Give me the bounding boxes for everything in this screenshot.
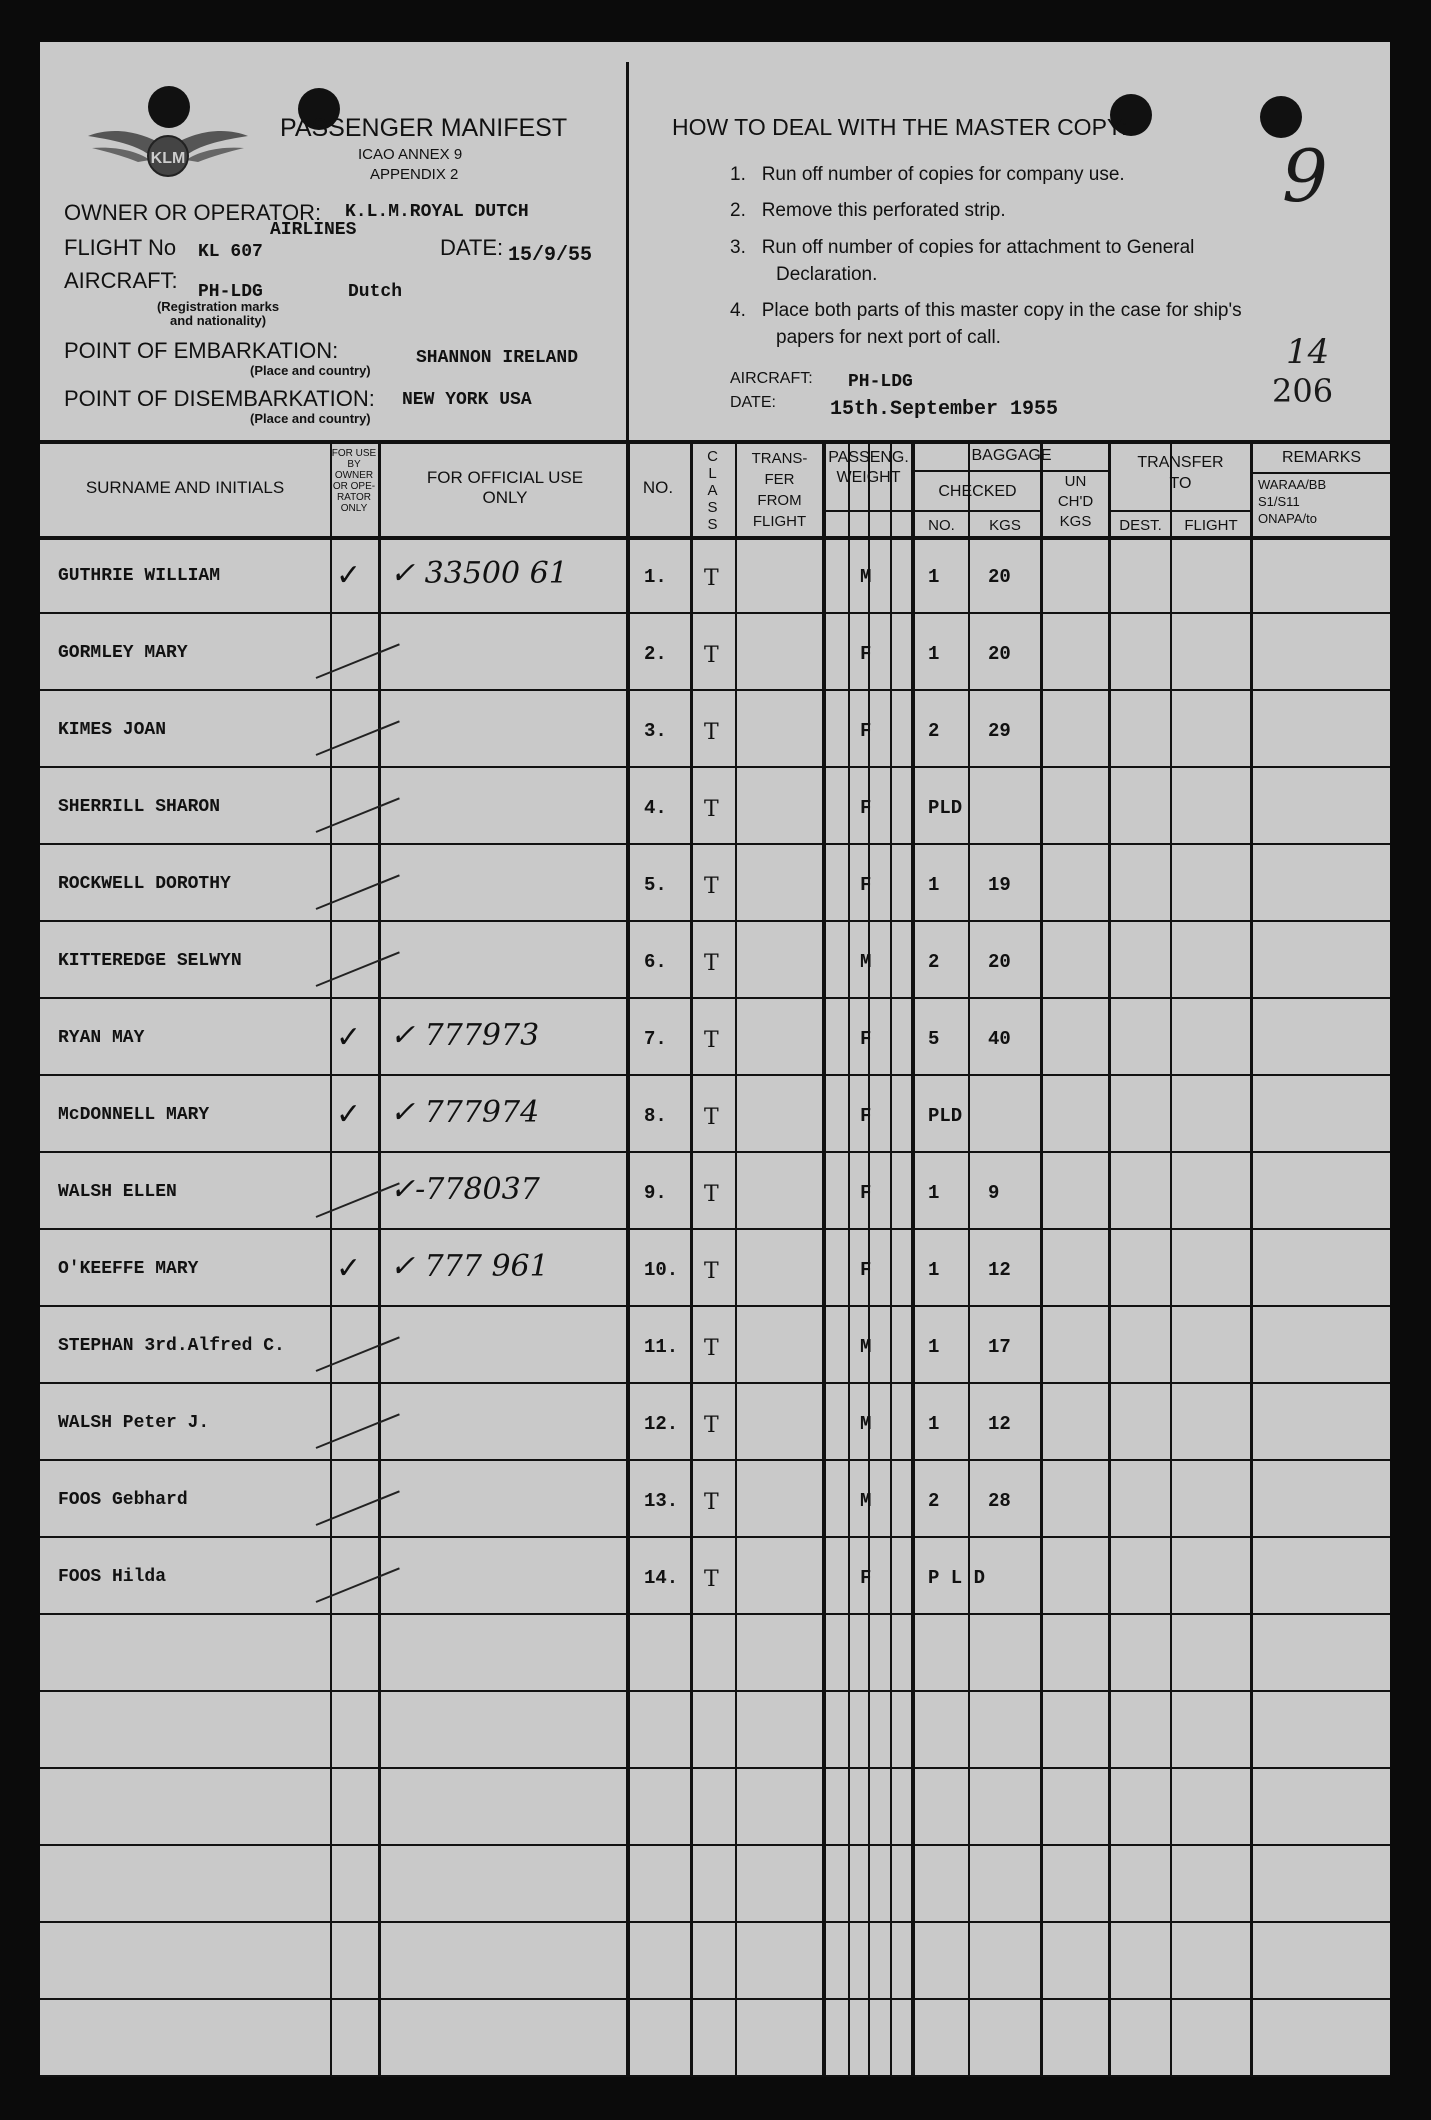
row-rule — [40, 1305, 1390, 1307]
table-row — [40, 556, 1390, 606]
cell-name: WALSH Peter J. — [58, 1413, 210, 1433]
pen-stroke — [316, 874, 400, 910]
row-rule — [40, 1998, 1390, 2000]
cell-no: 12. — [644, 1413, 679, 1435]
cell-sex: F — [860, 720, 872, 742]
disembarkation-place-note: (Place and country) — [250, 411, 371, 426]
row-rule — [40, 1767, 1390, 1769]
cell-bag-no: 1 — [928, 1259, 940, 1281]
cell-cls: T — [704, 1490, 719, 1515]
row-rule — [40, 1074, 1390, 1076]
instruction-3-cont: Declaration. — [776, 264, 878, 285]
cell-bag-kgs: 40 — [988, 1028, 1011, 1050]
cell-sex: M — [860, 1413, 872, 1435]
row-rule — [40, 2075, 1390, 2077]
table-row — [40, 951, 1390, 991]
aircraft-reg-value: PH-LDG — [198, 282, 263, 302]
passenger-table — [40, 440, 1390, 2077]
cell-bag-kgs: 28 — [988, 1490, 1011, 1512]
cell-name: RYAN MAY — [58, 1028, 145, 1048]
col-passeng-weight: PASSENG. WEIGHT — [828, 449, 909, 486]
cell-no: 1. — [644, 566, 667, 588]
cell-no: 4. — [644, 797, 667, 819]
cell-sex: F — [860, 1028, 872, 1050]
instruction-4 — [730, 300, 1242, 322]
cell-sex: F — [860, 1182, 872, 1204]
cell-bag-no: 2 — [928, 1490, 940, 1512]
cell-no: 10. — [644, 1259, 679, 1281]
handwritten-fourteen: 14 — [1286, 332, 1330, 372]
row-rule — [40, 1690, 1390, 1692]
cell-no: 3. — [644, 720, 667, 742]
cell-official: ✓ 777 961 — [390, 1249, 549, 1284]
cell-sex: M — [860, 1336, 872, 1358]
cell-bag-no: 1 — [928, 1182, 940, 1204]
cell-name: STEPHAN 3rd.Alfred C. — [58, 1336, 285, 1356]
icao-annex: ICAO ANNEX 9 — [358, 146, 463, 163]
cell-bag-no: P L D — [928, 1567, 986, 1589]
col-checked: CHECKED — [938, 483, 1017, 500]
instruction-3 — [730, 237, 1194, 259]
cell-no: 8. — [644, 1105, 667, 1127]
pen-stroke — [316, 1567, 400, 1603]
cell-sex: F — [860, 643, 872, 665]
cell-bag-no: 1 — [928, 643, 940, 665]
cell-name: FOOS Gebhard — [58, 1490, 188, 1510]
svg-text:KLM: KLM — [150, 150, 186, 167]
table-row — [40, 720, 1390, 760]
disembarkation-label: POINT OF DISEMBARKATION: — [64, 386, 375, 411]
table-row — [40, 1336, 1390, 1376]
cell-name: FOOS Hilda — [58, 1567, 167, 1587]
cell-bag-kgs: 29 — [988, 720, 1011, 742]
col-unchecked: UN CH'D KGS — [1057, 473, 1094, 530]
instruction-1 — [730, 164, 1125, 186]
cell-no: 14. — [644, 1567, 679, 1589]
cell-bag-kgs: 12 — [988, 1413, 1011, 1435]
col-owner-use: FOR USE BY OWNER OR OPE- RATOR ONLY — [331, 448, 377, 514]
table-row — [40, 1095, 1390, 1145]
cell-sex: M — [860, 566, 872, 588]
cell-name: GORMLEY MARY — [58, 643, 188, 663]
instruction-3-num: 3. — [730, 237, 746, 258]
embarkation-value: SHANNON IRELAND — [416, 348, 579, 368]
cell-bag-no: 1 — [928, 1336, 940, 1358]
row-rule — [40, 1151, 1390, 1153]
cell-cls: T — [704, 643, 719, 668]
table-row — [40, 874, 1390, 914]
cell-sex: F — [860, 1567, 872, 1589]
aircraft-label: AIRCRAFT: — [64, 268, 178, 293]
registration-note — [148, 300, 288, 328]
cell-cls: T — [704, 566, 719, 591]
cell-bag-no: PLD — [928, 797, 963, 819]
col-class: C L A S S — [707, 448, 718, 533]
cell-bag-kgs: 20 — [988, 566, 1011, 588]
row-rule — [40, 1921, 1390, 1923]
cell-name: GUTHRIE WILLIAM — [58, 566, 221, 586]
cell-no: 13. — [644, 1490, 679, 1512]
cell-no: 6. — [644, 951, 667, 973]
row-rule — [40, 997, 1390, 999]
col-remarks-codes: WARAA/BB S1/S11 ONAPA/to — [1258, 477, 1327, 526]
aircraft-nation-value: Dutch — [348, 282, 403, 302]
instruction-4-cont: papers for next port of call. — [776, 327, 1001, 348]
cell-cls: T — [704, 1028, 719, 1053]
table-row — [40, 1490, 1390, 1530]
pen-stroke — [316, 1336, 400, 1372]
pen-stroke — [316, 951, 400, 987]
col-transfer-to: TRANSFER TO — [1137, 454, 1224, 492]
pen-stroke — [316, 643, 400, 679]
registration-note-line2: and nationality) — [169, 313, 267, 328]
instruction-4-text: Place both parts of this master copy in the case for ship's — [761, 300, 1242, 321]
flight-label: FLIGHT No — [64, 235, 177, 260]
col-no: NO. — [642, 478, 674, 497]
cell-name: KIMES JOAN — [58, 720, 167, 740]
instructions-date-value: 15th.September 1955 — [830, 398, 1059, 421]
cell-check: ✓ — [336, 558, 362, 593]
cell-no: 7. — [644, 1028, 667, 1050]
cell-cls: T — [704, 1182, 719, 1207]
col-flight: FLIGHT — [1184, 517, 1238, 534]
pen-stroke — [316, 720, 400, 756]
cell-bag-no: 2 — [928, 951, 940, 973]
cell-cls: T — [704, 874, 719, 899]
handwritten-page-number: 206 — [1272, 372, 1334, 410]
row-rule — [40, 689, 1390, 691]
cell-cls: T — [704, 720, 719, 745]
pen-stroke — [316, 1182, 400, 1218]
cell-name: KITTEREDGE SELWYN — [58, 951, 242, 971]
cell-name: O'KEEFFE MARY — [58, 1259, 199, 1279]
cell-bag-no: 5 — [928, 1028, 940, 1050]
table-row — [40, 643, 1390, 683]
cell-check: ✓ — [336, 1251, 362, 1286]
cell-sex: F — [860, 1259, 872, 1281]
cell-cls: T — [704, 1567, 719, 1592]
instructions-date-label: DATE: — [730, 394, 776, 411]
instruction-2-text: Remove this perforated strip. — [761, 200, 1006, 221]
cell-name: McDONNELL MARY — [58, 1105, 210, 1125]
instruction-2 — [730, 200, 1006, 222]
instruction-1-text: Run off number of copies for company use. — [761, 164, 1125, 185]
embarkation-place-note: (Place and country) — [250, 363, 371, 378]
row-rule — [40, 1536, 1390, 1538]
table-row — [40, 1172, 1390, 1222]
cell-name: WALSH ELLEN — [58, 1182, 177, 1202]
date-value: 15/9/55 — [508, 244, 593, 267]
cell-cls: T — [704, 1413, 719, 1438]
row-rule — [40, 1844, 1390, 1846]
cell-sex: F — [860, 797, 872, 819]
manifest-sheet — [40, 42, 1390, 2077]
col-transfer-from: TRANS- FER FROM FLIGHT — [751, 450, 808, 530]
table-row — [40, 797, 1390, 837]
cell-cls: T — [704, 1259, 719, 1284]
cell-no: 2. — [644, 643, 667, 665]
cell-cls: T — [704, 1336, 719, 1361]
cell-official: ✓ 33500 61 — [390, 556, 568, 591]
cell-sex: M — [860, 1490, 872, 1512]
cell-official: ✓ 777973 — [390, 1018, 540, 1053]
disembarkation-value: NEW YORK USA — [402, 390, 532, 410]
date-label: DATE: — [440, 235, 504, 260]
cell-no: 9. — [644, 1182, 667, 1204]
instructions-aircraft-label: AIRCRAFT: — [730, 370, 813, 387]
cell-sex: F — [860, 1105, 872, 1127]
table-row — [40, 1018, 1390, 1068]
row-rule — [40, 766, 1390, 768]
cell-official: ✓-778037 — [390, 1172, 540, 1207]
cell-cls: T — [704, 1105, 719, 1130]
registration-note-line1: (Registration marks — [156, 299, 280, 314]
cell-sex: F — [860, 874, 872, 896]
cell-bag-kgs: 12 — [988, 1259, 1011, 1281]
cell-official: ✓ 777974 — [390, 1095, 540, 1130]
instruction-3-text: Run off number of copies for attachment to General — [761, 237, 1195, 258]
col-dest: DEST. — [1119, 517, 1162, 534]
owner-label: OWNER OR OPERATOR: — [64, 200, 322, 225]
cell-bag-kgs: 20 — [988, 951, 1011, 973]
embarkation-label: POINT OF EMBARKATION: — [64, 338, 339, 363]
cell-cls: T — [704, 951, 719, 976]
table-row — [40, 1249, 1390, 1299]
owner-value-line1: K.L.M.ROYAL DUTCH — [345, 202, 529, 222]
col-official-use: FOR OFFICIAL USE ONLY — [426, 468, 584, 507]
cell-name: ROCKWELL DOROTHY — [58, 874, 231, 894]
appendix: APPENDIX 2 — [370, 166, 459, 183]
cell-check: ✓ — [336, 1020, 362, 1055]
instructions-title: HOW TO DEAL WITH THE MASTER COPY: — [672, 114, 1128, 140]
cell-bag-no: PLD — [928, 1105, 963, 1127]
row-rule — [40, 920, 1390, 922]
cell-check: ✓ — [336, 1097, 362, 1132]
row-rule — [40, 612, 1390, 614]
instruction-2-num: 2. — [730, 200, 746, 221]
klm-winged-logo-icon — [78, 108, 258, 188]
flight-value: KL 607 — [198, 242, 263, 262]
col-bag-kgs: KGS — [989, 517, 1021, 534]
instruction-4-num: 4. — [730, 300, 746, 321]
cell-bag-kgs: 17 — [988, 1336, 1011, 1358]
row-rule — [40, 1382, 1390, 1384]
col-surname: SURNAME AND INITIALS — [85, 478, 285, 497]
punch-hole — [1260, 96, 1302, 138]
cell-name: SHERRILL SHARON — [58, 797, 221, 817]
table-row — [40, 1413, 1390, 1453]
instruction-1-num: 1. — [730, 164, 746, 185]
pen-stroke — [316, 797, 400, 833]
col-baggage: BAGGAGE — [971, 447, 1052, 464]
handwritten-nine: 9 — [1282, 134, 1328, 218]
cell-bag-no: 1 — [928, 874, 940, 896]
cell-bag-no: 1 — [928, 566, 940, 588]
cell-bag-kgs: 9 — [988, 1182, 1000, 1204]
cell-no: 11. — [644, 1336, 679, 1358]
col-bag-no: NO. — [928, 517, 955, 534]
cell-cls: T — [704, 797, 719, 822]
instructions-aircraft-value: PH-LDG — [848, 372, 913, 392]
manifest-title: PASSENGER MANIFEST — [280, 114, 568, 142]
cell-no: 5. — [644, 874, 667, 896]
cell-bag-kgs: 20 — [988, 643, 1011, 665]
row-rule — [40, 1459, 1390, 1461]
pen-stroke — [316, 1413, 400, 1449]
row-rule — [40, 1613, 1390, 1615]
table-row — [40, 1567, 1390, 1607]
cell-sex: M — [860, 951, 872, 973]
cell-bag-kgs: 19 — [988, 874, 1011, 896]
row-rule — [40, 843, 1390, 845]
col-remarks: REMARKS — [1281, 449, 1362, 466]
row-rule — [40, 1228, 1390, 1230]
cell-bag-no: 1 — [928, 1413, 940, 1435]
pen-stroke — [316, 1490, 400, 1526]
cell-bag-no: 2 — [928, 720, 940, 742]
owner-value-line2: AIRLINES — [270, 220, 357, 240]
